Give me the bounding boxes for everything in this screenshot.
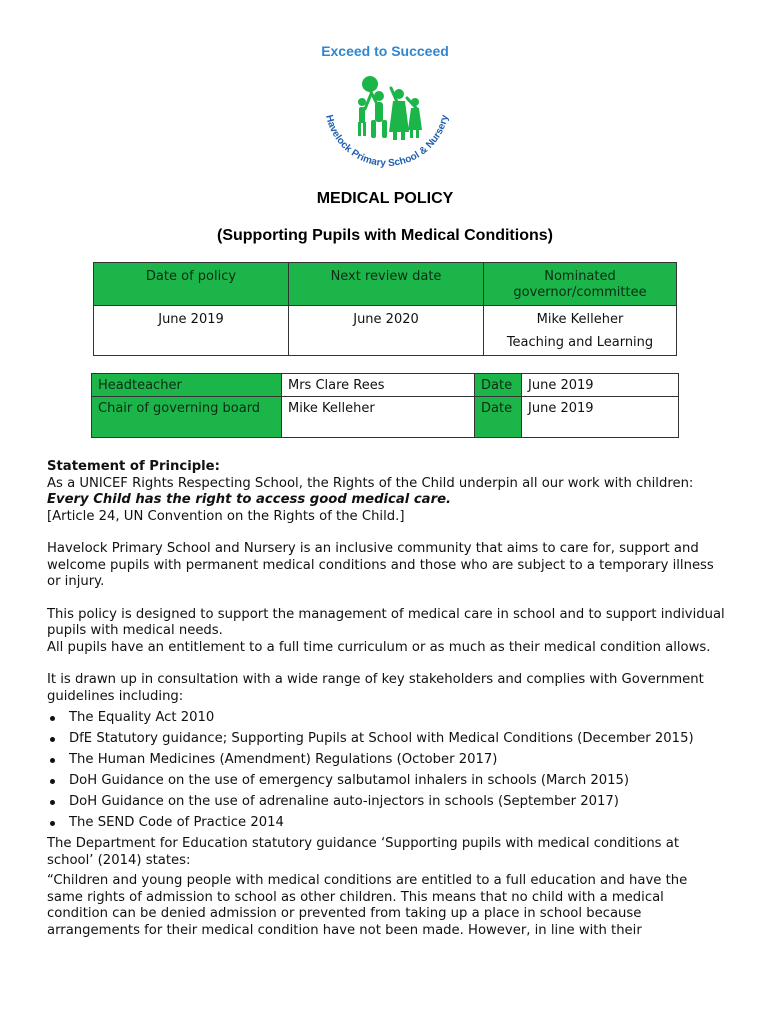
guideline-item	[47, 773, 727, 790]
guideline-text: The SEND Code of Practice 2014	[69, 815, 284, 830]
policy-table-values-row	[94, 306, 677, 356]
guideline-item	[47, 710, 727, 727]
value-date-of-policy: June 2019	[94, 306, 289, 356]
signoff-row	[92, 374, 679, 397]
signoff-date: June 2019	[522, 397, 679, 438]
paragraph-policy-purpose-b: All pupils have an entitlement to a full time curriculum or as much as their medical condition allows.	[47, 639, 711, 655]
logo-arc-text: Havelock Primary School & Nursery	[323, 113, 451, 170]
bullet-dot-icon	[50, 800, 55, 805]
bullet-dot-icon	[50, 758, 55, 763]
statement-emphasis: Every Child has the right to access good medical care.	[47, 492, 452, 507]
statement-of-principle	[47, 459, 727, 525]
signoff-date-label: Date	[475, 374, 522, 397]
signoff-row	[92, 397, 679, 438]
guideline-item	[47, 794, 727, 811]
paragraph-dfe-quote: “Children and young people with medical conditions are entitled to a full education and have the same rights of admission to school as other children. This means that no child with a medical condition can be denied admission or prevented from taking up a place in school because arrangements for their medical condition have not been made. However, in line with their	[47, 873, 688, 938]
guideline-text: DoH Guidance on the use of adrenaline auto-injectors in schools (September 2017)	[69, 794, 619, 809]
svg-text:Havelock Primary School & Nurs	[323, 113, 451, 169]
header-next-review-date: Next review date	[289, 263, 484, 306]
statement-heading: Statement of Principle:	[47, 459, 220, 474]
statement-article: [Article 24, UN Convention on the Rights of the Child.]	[47, 508, 405, 524]
signoff-name: Mike Kelleher	[282, 397, 475, 438]
signoff-table	[91, 373, 679, 438]
guideline-text: DfE Statutory guidance; Supporting Pupils at School with Medical Conditions (December 2015)	[69, 731, 694, 746]
policy-table-header-row	[94, 263, 677, 306]
paragraph-consultation: It is drawn up in consultation with a wide range of key stakeholders and complies with Government guidelines including:	[47, 672, 704, 704]
signoff-role: Chair of governing board	[92, 397, 282, 438]
guideline-item	[47, 731, 727, 748]
document-subtitle: (Supporting Pupils with Medical Conditions)	[217, 227, 553, 244]
statement-line: As a UNICEF Rights Respecting School, the Rights of the Child underpin all our work with children:	[47, 475, 694, 491]
school-tagline: Exceed to Succeed	[321, 43, 449, 59]
signoff-name: Mrs Clare Rees	[282, 374, 475, 397]
bullet-dot-icon	[50, 821, 55, 826]
paragraph-policy-purpose	[47, 607, 727, 657]
signoff-date-label: Date	[475, 397, 522, 438]
guideline-text: The Equality Act 2010	[69, 710, 215, 725]
bullet-dot-icon	[50, 779, 55, 784]
school-logo	[307, 74, 467, 174]
policy-body	[47, 459, 727, 939]
paragraph-policy-purpose-a: This policy is designed to support the management of medical care in school and to support individual pupils with medical needs.	[47, 606, 725, 638]
guideline-text: The Human Medicines (Amendment) Regulations (October 2017)	[69, 752, 498, 767]
guideline-item	[47, 815, 727, 832]
header-nominated-governor: Nominated governor/committee	[484, 263, 677, 306]
bullet-dot-icon	[50, 737, 55, 742]
header-date-of-policy: Date of policy	[94, 263, 289, 306]
bullet-dot-icon	[50, 716, 55, 721]
governor-name: Mike Kelleher	[536, 312, 624, 327]
signoff-role: Headteacher	[92, 374, 282, 397]
guidelines-list	[47, 710, 727, 832]
school-logo-icon	[307, 74, 467, 174]
committee-name: Teaching and Learning	[506, 335, 654, 350]
paragraph-inclusive: Havelock Primary School and Nursery is an inclusive community that aims to care for, support and welcome pupils with permanent medical conditions and those who are subject to a temporary illness or injury.	[47, 541, 714, 589]
document-title: MEDICAL POLICY	[316, 190, 454, 207]
value-nominated-governor	[484, 306, 677, 356]
paragraph-dfe-intro: The Department for Education statutory guidance ‘Supporting pupils with medical conditions at school’ (2014) states:	[47, 836, 679, 868]
guideline-text: DoH Guidance on the use of emergency salbutamol inhalers in schools (March 2015)	[69, 773, 630, 788]
signoff-date: June 2019	[522, 374, 679, 397]
policy-dates-table	[93, 262, 677, 356]
value-next-review-date: June 2020	[289, 306, 484, 356]
guideline-item	[47, 752, 727, 769]
